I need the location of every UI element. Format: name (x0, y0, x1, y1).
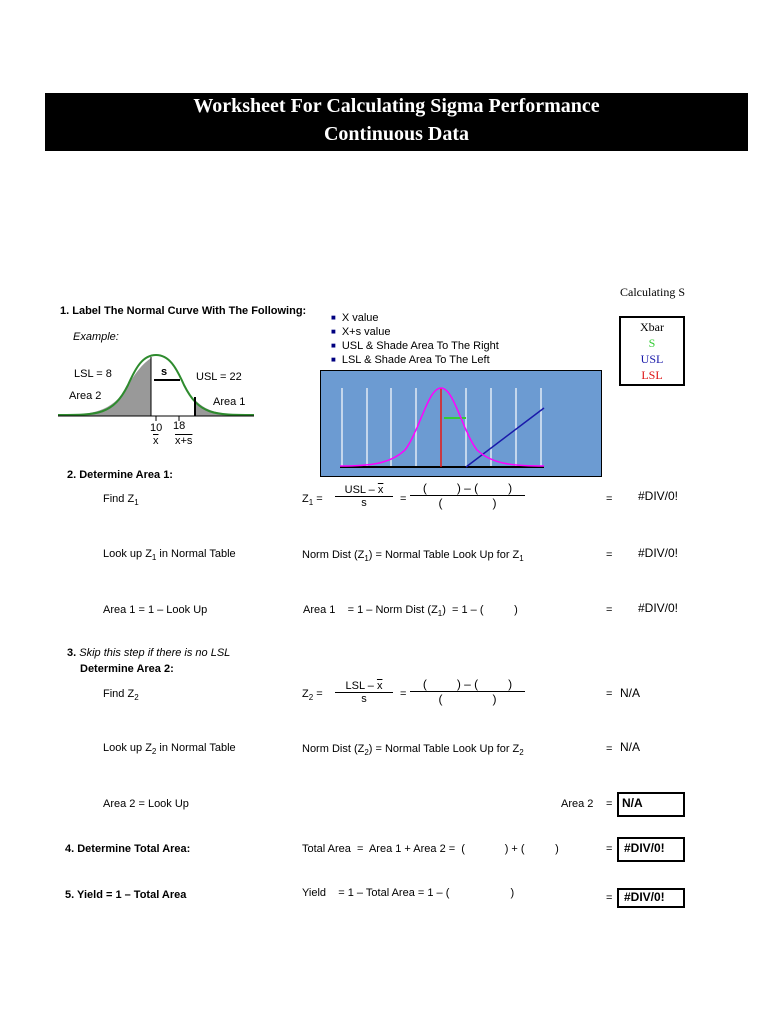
yield-result: #DIV/0! (624, 890, 665, 904)
find-z1-label: Find $Z_1$ (103, 493, 139, 508)
legend-box (619, 316, 685, 386)
find-z2-label: Find $Z_2$ (103, 688, 139, 703)
example-x-value: 10 (150, 422, 163, 434)
lookup-z1-label: Look up $Z_1$ in Normal Table (103, 548, 236, 563)
yield-formula: Yield = 1 – Total Area = 1 – ( ) (302, 887, 515, 899)
area2-result-box (617, 792, 685, 817)
example-x-label: $\overline{x}$ (153, 435, 159, 447)
z2-fraction: LSL – $\overline{x}$ s (335, 680, 393, 705)
example-xs-value: 18 (173, 420, 186, 432)
example-area1: Area 1 (213, 396, 246, 408)
side-panel-title: Calculating S (620, 285, 685, 299)
example-s: s (161, 366, 168, 378)
total-area-result-box (617, 837, 685, 862)
title-line-1: Worksheet For Calculating Sigma Performance (193, 95, 600, 117)
example-usl: USL = 22 (196, 371, 242, 383)
step1-bullet-list (331, 311, 499, 367)
z2-lhs: $Z_2$ = (302, 688, 323, 703)
example-label: Example: (73, 331, 119, 343)
norm-dist-z1: Norm Dist $(Z_1)$ = Normal Table Look Up for $Z_1$ (302, 549, 524, 564)
z1-result: #DIV/0! (638, 489, 679, 503)
legend-lsl: LSL (641, 368, 663, 382)
step4-title: 4. Determine Total Area: (65, 843, 191, 855)
step5-title: 5. Yield = 1 – Total Area (65, 889, 187, 901)
area2-result: N/A (622, 796, 643, 810)
equals-sign: = (400, 688, 407, 700)
lookup-z2-label: Look up $Z_2$ in Normal Table (103, 742, 236, 757)
equals-sign: = (606, 549, 613, 561)
lookup-z2-result: N/A (620, 740, 641, 754)
step1-title: 1. Label The Normal Curve With The Following: (60, 305, 307, 317)
legend-xbar: Xbar (640, 320, 664, 334)
equals-sign: = (606, 493, 613, 505)
example-area2: Area 2 (69, 390, 102, 402)
area1-label: Area 1 = 1 – Look Up (103, 604, 208, 616)
step3-header: 3. Skip this step if there is no LSL (67, 647, 231, 659)
equals-sign: = (606, 843, 613, 855)
bullet-item: ■ LSL & Shade Area To The Left (331, 353, 499, 367)
equals-sign: = (606, 743, 613, 755)
z1-lhs: $Z_1$ = (302, 493, 323, 508)
z2-paren-fraction: ( ) – ( ) ( ) (410, 677, 525, 706)
sigma-chart (320, 370, 602, 477)
equals-sign: = (606, 892, 613, 904)
total-area-result: #DIV/0! (624, 841, 665, 855)
norm-dist-z2: Norm Dist $(Z_2)$ = Normal Table Look Up for $Z_2$ (302, 743, 524, 758)
area1-formula: Area 1 = 1 – Norm Dist $(Z_1) = 1$ – ( ) (303, 604, 518, 619)
z2-result: N/A (620, 686, 641, 700)
bullet-item: ■ USL & Shade Area To The Right (331, 339, 499, 353)
z1-fraction: USL – $\overline{x}$ s (335, 484, 393, 509)
step2-title: 2. Determine Area 1: (67, 469, 173, 481)
z1-paren-fraction: ( ) – ( ) ( ) (410, 481, 525, 510)
equals-sign: = (606, 688, 613, 700)
legend-usl: USL (640, 352, 664, 366)
area1-result: #DIV/0! (638, 601, 679, 615)
step3-title: Determine Area 2: (80, 663, 174, 675)
lookup-z1-result: #DIV/0! (638, 546, 679, 560)
bullet-item: ■ X+s value (331, 325, 499, 339)
example-lsl: LSL = 8 (74, 368, 112, 380)
equals-sign: = (400, 493, 407, 505)
example-xs-label: x+s (175, 435, 193, 447)
area2-label: Area 2 = Look Up (103, 798, 189, 810)
bullet-item: ■ X value (331, 311, 499, 325)
title-line-2: Continuous Data (323, 123, 470, 145)
equals-sign: = (606, 798, 613, 810)
title-banner (45, 93, 748, 151)
total-area-formula: Total Area = Area 1 + Area 2 = ( ) + ( ) (302, 843, 559, 855)
area2-right-label: Area 2 (561, 798, 594, 810)
legend-s: S (648, 336, 656, 350)
equals-sign: = (606, 604, 613, 616)
yield-result-box (617, 888, 685, 908)
